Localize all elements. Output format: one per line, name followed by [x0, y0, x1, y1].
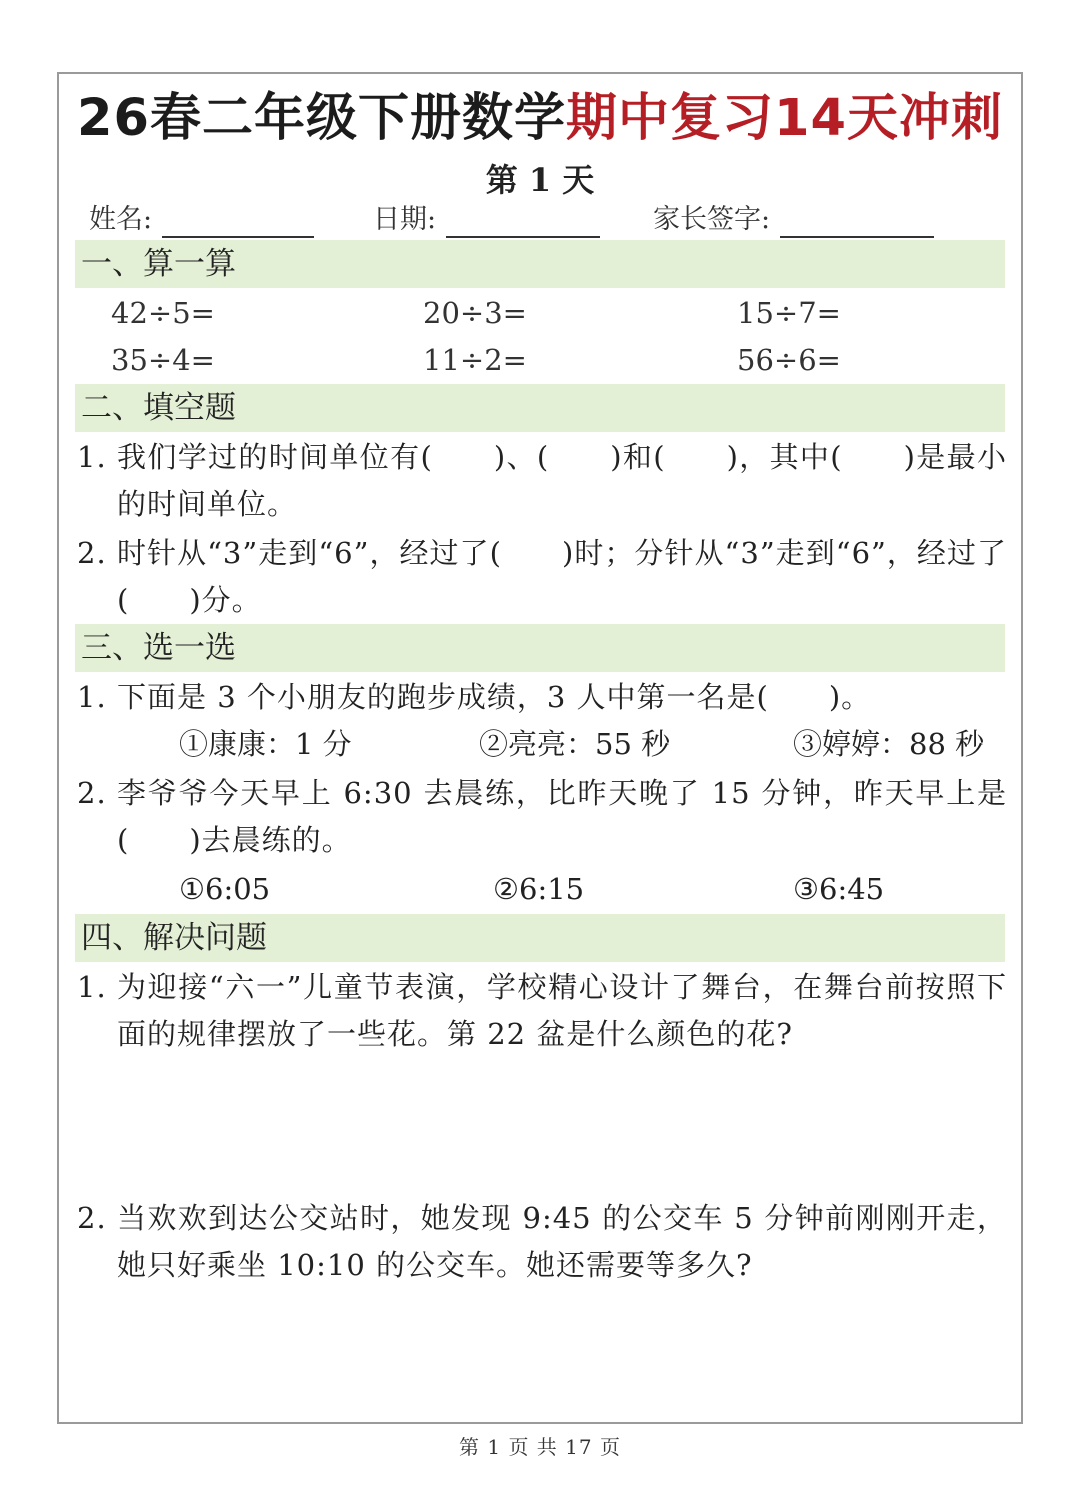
choice-option[interactable]: ③6:45 — [793, 872, 885, 906]
question-text: 为迎接“六一”儿童节表演，学校精心设计了舞台，在舞台前按照下面的规律摆放了一些花。第 22 盆是什么颜色的花? — [117, 970, 1007, 1051]
choice-option[interactable]: ③婷婷：88 秒 — [793, 727, 985, 761]
problem-question-2 — [77, 1195, 1007, 1289]
calc-item: 35÷4= — [111, 343, 215, 377]
date-blank[interactable] — [446, 208, 600, 238]
question-text: 当欢欢到达公交站时，她发现 9:45 的公交车 5 分钟前刚刚开走，她只好乘坐 10:10 的公交车。她还需要等多久? — [117, 1201, 1007, 1282]
name-label: 姓名: — [89, 204, 153, 235]
fill-question-1 — [77, 434, 1007, 528]
calc-item: 20÷3= — [423, 296, 527, 330]
choice-option[interactable]: ②6:15 — [493, 872, 585, 906]
choice-option[interactable]: ①6:05 — [179, 872, 271, 906]
question-number: 2. — [77, 776, 107, 810]
student-info-row — [89, 202, 969, 242]
calc-item: 15÷7= — [737, 296, 841, 330]
choice-option[interactable]: ①康康：1 分 — [179, 727, 352, 761]
sign-blank[interactable] — [780, 208, 934, 238]
title-main: 26春二年级下册数学 — [77, 89, 566, 148]
parent-sign-field — [653, 202, 934, 238]
date-field — [373, 202, 600, 238]
day-label: 第 1 天 — [485, 161, 595, 199]
choice-option[interactable]: ②亮亮：55 秒 — [479, 727, 671, 761]
question-text: 我们学过的时间单位有( )、( )和( )，其中( )是最小的时间单位。 — [117, 440, 1007, 521]
name-blank[interactable] — [162, 208, 314, 238]
question-text: 下面是 3 个小朋友的跑步成绩，3 人中第一名是( )。 — [117, 680, 872, 714]
choice-question-2 — [77, 770, 1007, 864]
question-number: 1. — [77, 970, 107, 1004]
question-number: 1. — [77, 680, 107, 714]
choice-question-1 — [77, 674, 1007, 721]
page-footer: 第 1 页 共 17 页 — [459, 1435, 621, 1459]
calc-item: 42÷5= — [111, 296, 215, 330]
sign-label: 家长签字: — [653, 204, 771, 235]
question-text: 时针从“3”走到“6”，经过了( )时；分针从“3”走到“6”，经过了( )分。 — [117, 536, 1007, 617]
question-number: 1. — [77, 440, 107, 474]
section-heading-fill: 二、填空题 — [75, 384, 1005, 432]
question-number: 2. — [77, 1201, 107, 1235]
date-label: 日期: — [373, 204, 437, 235]
question-text: 李爷爷今天早上 6:30 去晨练，比昨天晚了 15 分钟，昨天早上是( )去晨练的。 — [117, 776, 1007, 857]
section-heading-calc: 一、算一算 — [75, 240, 1005, 288]
title-highlight: 期中复习14天冲刺 — [566, 89, 1003, 148]
problem-question-1 — [77, 964, 1007, 1058]
section-heading-choice: 三、选一选 — [75, 624, 1005, 672]
section-heading-problems: 四、解决问题 — [75, 914, 1005, 962]
worksheet-page — [57, 72, 1023, 1424]
worksheet-title — [59, 88, 1021, 150]
calc-item: 11÷2= — [423, 343, 527, 377]
fill-question-2 — [77, 530, 1007, 624]
calc-item: 56÷6= — [737, 343, 841, 377]
question-number: 2. — [77, 536, 107, 570]
name-field — [89, 202, 314, 238]
